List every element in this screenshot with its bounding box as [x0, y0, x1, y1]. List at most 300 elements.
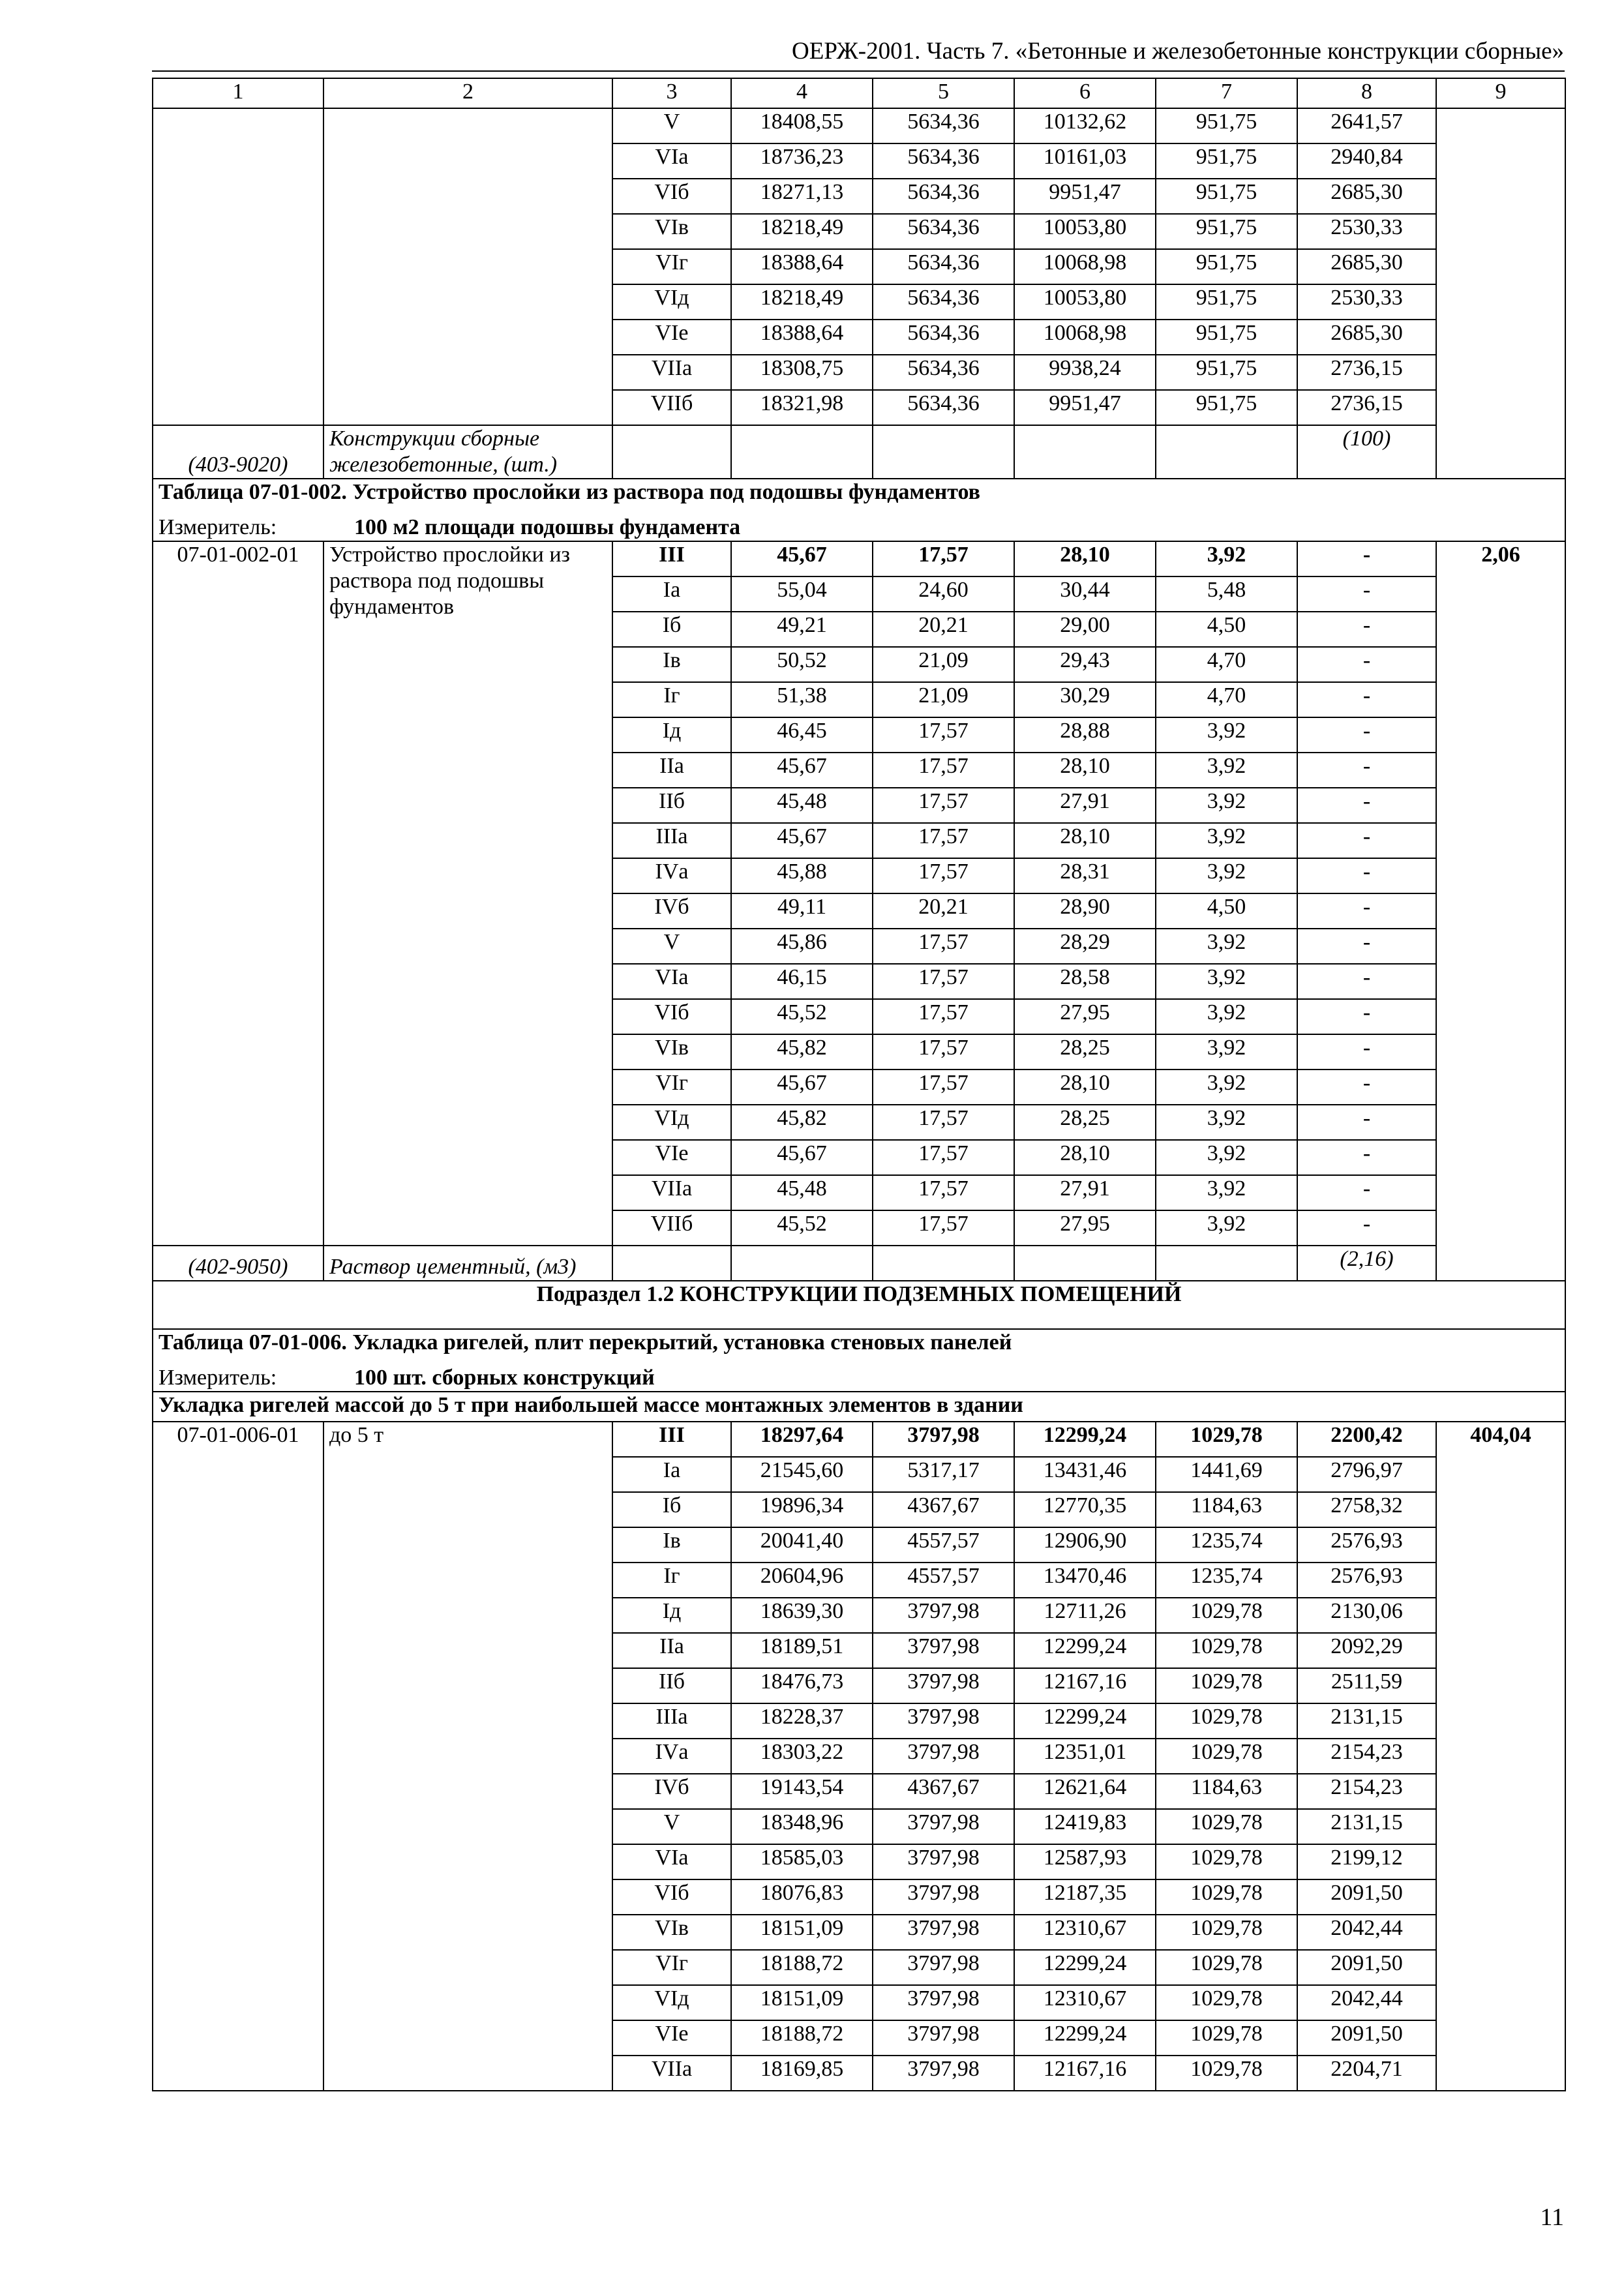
col-number: 9 — [1436, 78, 1565, 108]
zone-cell: VIIа — [612, 1175, 731, 1210]
value-cell-c8: - — [1297, 541, 1436, 576]
value-cell-c5: 4557,57 — [873, 1527, 1014, 1563]
value-cell-c5: 5634,36 — [873, 108, 1014, 143]
zone-cell: III — [612, 541, 731, 576]
value-cell-c6: 27,95 — [1014, 1210, 1156, 1246]
empty-cell — [612, 1246, 731, 1281]
value-cell-c8: 2200,42 — [1297, 1422, 1436, 1457]
resource-value: (2,16) — [1297, 1246, 1436, 1281]
value-cell-c7: 951,75 — [1156, 143, 1297, 179]
subsection-title: Подраздел 1.2 КОНСТРУКЦИИ ПОДЗЕМНЫХ ПОМЕЩЕНИЙ — [153, 1281, 1565, 1329]
value-cell-c4: 18189,51 — [731, 1633, 873, 1668]
meter-row-cell — [153, 1365, 1565, 1392]
value-cell-c7: 3,92 — [1156, 858, 1297, 893]
value-cell-c5: 17,57 — [873, 1034, 1014, 1070]
value-cell-c8: - — [1297, 1034, 1436, 1070]
empty-cell — [873, 1246, 1014, 1281]
value-cell-c7: 3,92 — [1156, 964, 1297, 999]
zone-cell: IIб — [612, 788, 731, 823]
value-cell-c5: 17,57 — [873, 788, 1014, 823]
value-cell-c8: - — [1297, 576, 1436, 612]
zone-cell: Iг — [612, 682, 731, 717]
value-cell-c7: 5,48 — [1156, 576, 1297, 612]
value-cell-c5: 3797,98 — [873, 1633, 1014, 1668]
rate-code: 07-01-006-01 — [153, 1422, 323, 2091]
value-cell-c7: 1029,78 — [1156, 1739, 1297, 1774]
value-cell-c8: 2199,12 — [1297, 1844, 1436, 1879]
value-cell-c4: 45,52 — [731, 999, 873, 1034]
value-cell-c8: - — [1297, 929, 1436, 964]
value-cell-c7: 1441,69 — [1156, 1457, 1297, 1492]
value-cell-c8: 2092,29 — [1297, 1633, 1436, 1668]
zone-cell: IVб — [612, 1774, 731, 1809]
value-cell-c6: 27,91 — [1014, 1175, 1156, 1210]
value-cell-c7: 951,75 — [1156, 284, 1297, 320]
value-cell-c6: 12310,67 — [1014, 1985, 1156, 2020]
value-cell-c6: 28,29 — [1014, 929, 1156, 964]
zone-cell: Iа — [612, 1457, 731, 1492]
value-cell-c5: 3797,98 — [873, 2020, 1014, 2056]
value-cell-c6: 12299,24 — [1014, 1633, 1156, 1668]
value-cell-c6: 12299,24 — [1014, 1422, 1156, 1457]
page-number: 11 — [1540, 2204, 1564, 2231]
value-cell-c7: 4,70 — [1156, 682, 1297, 717]
value-cell-c6: 12419,83 — [1014, 1809, 1156, 1844]
value-cell-c8: - — [1297, 1070, 1436, 1105]
value-cell-c8: 2796,97 — [1297, 1457, 1436, 1492]
value-cell-c8: 2641,57 — [1297, 108, 1436, 143]
meter-value: 100 шт. сборных конструкций — [354, 1366, 655, 1390]
value-cell-c5: 4367,67 — [873, 1492, 1014, 1527]
value-cell-c5: 17,57 — [873, 1070, 1014, 1105]
rate-name: до 5 т — [323, 1422, 612, 2091]
value-cell-c5: 3797,98 — [873, 1598, 1014, 1633]
value-cell-c6: 28,25 — [1014, 1105, 1156, 1140]
zone-cell: IIа — [612, 1633, 731, 1668]
value-cell-c4: 20604,96 — [731, 1563, 873, 1598]
value-cell-c5: 3797,98 — [873, 1844, 1014, 1879]
resource-name: Конструкции сборные железобетонные, (шт.) — [323, 425, 612, 479]
value-cell-c4: 19143,54 — [731, 1774, 873, 1809]
value-cell-c8: 2511,59 — [1297, 1668, 1436, 1703]
zone-cell: Iа — [612, 576, 731, 612]
value-cell-c7: 1029,78 — [1156, 1915, 1297, 1950]
table-row — [153, 108, 1565, 143]
value-cell-c7: 1029,78 — [1156, 1985, 1297, 2020]
value-cell-c4: 45,86 — [731, 929, 873, 964]
zone-cell: VIе — [612, 2020, 731, 2056]
value-cell-c7: 3,92 — [1156, 1210, 1297, 1246]
col9-cell: 404,04 — [1436, 1422, 1565, 2091]
value-cell-c8: - — [1297, 1105, 1436, 1140]
rate-code — [153, 108, 323, 425]
value-cell-c4: 18151,09 — [731, 1985, 873, 2020]
zone-cell: Iг — [612, 1563, 731, 1598]
value-cell-c7: 3,92 — [1156, 1105, 1297, 1140]
value-cell-c6: 13470,46 — [1014, 1563, 1156, 1598]
value-cell-c4: 18188,72 — [731, 1950, 873, 1985]
value-cell-c7: 1029,78 — [1156, 1668, 1297, 1703]
value-cell-c4: 18228,37 — [731, 1703, 873, 1739]
value-cell-c6: 10161,03 — [1014, 143, 1156, 179]
value-cell-c4: 18476,73 — [731, 1668, 873, 1703]
zone-cell: IIа — [612, 753, 731, 788]
rate-name — [323, 108, 612, 425]
value-cell-c8: 2042,44 — [1297, 1915, 1436, 1950]
value-cell-c5: 17,57 — [873, 753, 1014, 788]
value-cell-c5: 20,21 — [873, 612, 1014, 647]
column-number-row — [153, 78, 1565, 108]
zone-cell: VIIа — [612, 2056, 731, 2091]
value-cell-c4: 18348,96 — [731, 1809, 873, 1844]
value-cell-c7: 1029,78 — [1156, 2056, 1297, 2091]
table-body — [153, 78, 1565, 2091]
value-cell-c4: 18271,13 — [731, 179, 873, 214]
value-cell-c7: 3,92 — [1156, 788, 1297, 823]
value-cell-c5: 17,57 — [873, 1140, 1014, 1175]
col-number: 6 — [1014, 78, 1156, 108]
zone-cell: VIг — [612, 249, 731, 284]
value-cell-c6: 28,31 — [1014, 858, 1156, 893]
value-cell-c5: 3797,98 — [873, 2056, 1014, 2091]
value-cell-c5: 5634,36 — [873, 284, 1014, 320]
value-cell-c8: - — [1297, 788, 1436, 823]
value-cell-c6: 29,00 — [1014, 612, 1156, 647]
value-cell-c6: 10053,80 — [1014, 214, 1156, 249]
value-cell-c4: 18169,85 — [731, 2056, 873, 2091]
value-cell-c4: 46,45 — [731, 717, 873, 753]
value-cell-c6: 12621,64 — [1014, 1774, 1156, 1809]
value-cell-c8: 2204,71 — [1297, 2056, 1436, 2091]
value-cell-c4: 46,15 — [731, 964, 873, 999]
value-cell-c6: 28,10 — [1014, 753, 1156, 788]
zone-cell: VIд — [612, 1105, 731, 1140]
value-cell-c8: - — [1297, 893, 1436, 929]
value-cell-c4: 18151,09 — [731, 1915, 873, 1950]
zone-cell: Iб — [612, 1492, 731, 1527]
value-cell-c7: 4,70 — [1156, 647, 1297, 682]
value-cell-c6: 10132,62 — [1014, 108, 1156, 143]
value-cell-c6: 12587,93 — [1014, 1844, 1156, 1879]
value-cell-c8: - — [1297, 717, 1436, 753]
empty-cell — [873, 425, 1014, 479]
value-cell-c4: 45,82 — [731, 1105, 873, 1140]
zone-cell: VIе — [612, 1140, 731, 1175]
value-cell-c4: 18303,22 — [731, 1739, 873, 1774]
value-cell-c5: 17,57 — [873, 1210, 1014, 1246]
value-cell-c8: - — [1297, 964, 1436, 999]
table-row — [153, 541, 1565, 576]
value-cell-c6: 12299,24 — [1014, 1950, 1156, 1985]
value-cell-c6: 12167,16 — [1014, 2056, 1156, 2091]
value-cell-c6: 30,44 — [1014, 576, 1156, 612]
value-cell-c6: 9951,47 — [1014, 390, 1156, 425]
zone-cell: Iд — [612, 717, 731, 753]
value-cell-c4: 51,38 — [731, 682, 873, 717]
value-cell-c4: 18188,72 — [731, 2020, 873, 2056]
value-cell-c7: 3,92 — [1156, 1034, 1297, 1070]
value-cell-c4: 50,52 — [731, 647, 873, 682]
value-cell-c7: 1184,63 — [1156, 1492, 1297, 1527]
value-cell-c7: 4,50 — [1156, 893, 1297, 929]
zone-cell: VIе — [612, 320, 731, 355]
meter-row — [153, 1365, 1565, 1392]
value-cell-c8: 2758,32 — [1297, 1492, 1436, 1527]
rates-table — [152, 78, 1566, 2091]
value-cell-c7: 1029,78 — [1156, 1633, 1297, 1668]
value-cell-c6: 12299,24 — [1014, 1703, 1156, 1739]
table-title-07-01-006 — [153, 1329, 1565, 1365]
zone-cell: IIIа — [612, 823, 731, 858]
value-cell-c8: 2091,50 — [1297, 1950, 1436, 1985]
value-cell-c5: 21,09 — [873, 647, 1014, 682]
value-cell-c4: 45,67 — [731, 1140, 873, 1175]
value-cell-c6: 12906,90 — [1014, 1527, 1156, 1563]
zone-cell: IVа — [612, 1739, 731, 1774]
value-cell-c8: 2154,23 — [1297, 1774, 1436, 1809]
value-cell-c7: 3,92 — [1156, 541, 1297, 576]
value-cell-c7: 3,92 — [1156, 999, 1297, 1034]
zone-cell: VIа — [612, 964, 731, 999]
value-cell-c6: 9951,47 — [1014, 179, 1156, 214]
value-cell-c7: 1029,78 — [1156, 1950, 1297, 1985]
value-cell-c4: 45,48 — [731, 1175, 873, 1210]
value-cell-c7: 951,75 — [1156, 249, 1297, 284]
value-cell-c6: 28,10 — [1014, 1140, 1156, 1175]
note-row — [153, 1392, 1565, 1422]
value-cell-c6: 12167,16 — [1014, 1668, 1156, 1703]
value-cell-c5: 4367,67 — [873, 1774, 1014, 1809]
value-cell-c5: 5634,36 — [873, 390, 1014, 425]
zone-cell: VIг — [612, 1950, 731, 1985]
zone-cell: VIг — [612, 1070, 731, 1105]
value-cell-c4: 18388,64 — [731, 320, 873, 355]
value-cell-c4: 45,67 — [731, 1070, 873, 1105]
value-cell-c5: 17,57 — [873, 1175, 1014, 1210]
value-cell-c4: 55,04 — [731, 576, 873, 612]
value-cell-c5: 5634,36 — [873, 214, 1014, 249]
zone-cell: Iв — [612, 1527, 731, 1563]
resource-code: (402-9050) — [153, 1246, 323, 1281]
value-cell-c5: 3797,98 — [873, 1915, 1014, 1950]
value-cell-c7: 1029,78 — [1156, 1598, 1297, 1633]
resource-name: Раствор цементный, (м3) — [323, 1246, 612, 1281]
value-cell-c5: 3797,98 — [873, 1809, 1014, 1844]
zone-cell: IIIа — [612, 1703, 731, 1739]
col-number: 4 — [731, 78, 873, 108]
meter-label: Измеритель: — [158, 1366, 277, 1390]
value-cell-c8: 2131,15 — [1297, 1703, 1436, 1739]
table-row — [153, 1422, 1565, 1457]
value-cell-c7: 1029,78 — [1156, 1809, 1297, 1844]
col-number: 1 — [153, 78, 323, 108]
value-cell-c7: 1029,78 — [1156, 1422, 1297, 1457]
page-header-title: ОЕРЖ-2001. Часть 7. «Бетонные и железобетонные конструкции сборные» — [792, 38, 1564, 65]
value-cell-c8: 2091,50 — [1297, 2020, 1436, 2056]
empty-cell — [1014, 1246, 1156, 1281]
value-cell-c8: - — [1297, 1210, 1436, 1246]
value-cell-c6: 12187,35 — [1014, 1879, 1156, 1915]
value-cell-c8: - — [1297, 647, 1436, 682]
value-cell-c7: 4,50 — [1156, 612, 1297, 647]
value-cell-c8: 2154,23 — [1297, 1739, 1436, 1774]
value-cell-c8: - — [1297, 858, 1436, 893]
col-number: 3 — [612, 78, 731, 108]
subsection-row — [153, 1281, 1565, 1329]
value-cell-c7: 951,75 — [1156, 214, 1297, 249]
value-cell-c6: 12310,67 — [1014, 1915, 1156, 1950]
col9-cell — [1436, 108, 1565, 479]
value-cell-c7: 1029,78 — [1156, 1844, 1297, 1879]
zone-cell: VIв — [612, 214, 731, 249]
value-cell-c7: 1235,74 — [1156, 1527, 1297, 1563]
value-cell-c6: 28,10 — [1014, 1070, 1156, 1105]
empty-cell — [1156, 425, 1297, 479]
value-cell-c5: 17,57 — [873, 999, 1014, 1034]
value-cell-c4: 18585,03 — [731, 1844, 873, 1879]
zone-cell: Iб — [612, 612, 731, 647]
value-cell-c5: 5634,36 — [873, 320, 1014, 355]
value-cell-c7: 951,75 — [1156, 320, 1297, 355]
value-cell-c4: 45,67 — [731, 753, 873, 788]
value-cell-c7: 951,75 — [1156, 179, 1297, 214]
meter-value: 100 м2 площади подошвы фундамента — [354, 515, 741, 539]
col-number: 2 — [323, 78, 612, 108]
value-cell-c5: 5634,36 — [873, 143, 1014, 179]
value-cell-c8: - — [1297, 612, 1436, 647]
zone-cell: VIб — [612, 1879, 731, 1915]
value-cell-c5: 5634,36 — [873, 179, 1014, 214]
value-cell-c7: 3,92 — [1156, 753, 1297, 788]
value-cell-c4: 18218,49 — [731, 214, 873, 249]
empty-cell — [612, 425, 731, 479]
value-cell-c5: 3797,98 — [873, 1422, 1014, 1457]
value-cell-c4: 18321,98 — [731, 390, 873, 425]
value-cell-c6: 13431,46 — [1014, 1457, 1156, 1492]
value-cell-c8: 2685,30 — [1297, 249, 1436, 284]
value-cell-c8: 2685,30 — [1297, 320, 1436, 355]
value-cell-c8: 2530,33 — [1297, 214, 1436, 249]
zone-cell: VIд — [612, 1985, 731, 2020]
zone-cell: VIIб — [612, 1210, 731, 1246]
value-cell-c8: 2091,50 — [1297, 1879, 1436, 1915]
value-cell-c7: 3,92 — [1156, 823, 1297, 858]
value-cell-c5: 17,57 — [873, 1105, 1014, 1140]
zone-cell: IVб — [612, 893, 731, 929]
rate-code: 07-01-002-01 — [153, 541, 323, 1246]
value-cell-c8: 2736,15 — [1297, 390, 1436, 425]
value-cell-c6: 30,29 — [1014, 682, 1156, 717]
value-cell-c7: 951,75 — [1156, 108, 1297, 143]
zone-cell: III — [612, 1422, 731, 1457]
value-cell-c4: 49,21 — [731, 612, 873, 647]
value-cell-c4: 18639,30 — [731, 1598, 873, 1633]
value-cell-c8: 2940,84 — [1297, 143, 1436, 179]
col-number: 7 — [1156, 78, 1297, 108]
zone-cell: VIб — [612, 179, 731, 214]
value-cell-c6: 27,91 — [1014, 788, 1156, 823]
resource-code: (403-9020) — [153, 425, 323, 479]
value-cell-c4: 21545,60 — [731, 1457, 873, 1492]
value-cell-c5: 17,57 — [873, 964, 1014, 999]
header-rule — [152, 70, 1565, 72]
note-text: Укладка ригелей массой до 5 т при наибольшей массе монтажных элементов в здании — [153, 1392, 1565, 1422]
value-cell-c5: 24,60 — [873, 576, 1014, 612]
value-cell-c7: 1184,63 — [1156, 1774, 1297, 1809]
value-cell-c5: 17,57 — [873, 929, 1014, 964]
value-cell-c4: 18297,64 — [731, 1422, 873, 1457]
value-cell-c5: 17,57 — [873, 717, 1014, 753]
zone-cell: VIа — [612, 1844, 731, 1879]
value-cell-c4: 45,82 — [731, 1034, 873, 1070]
value-cell-c5: 21,09 — [873, 682, 1014, 717]
value-cell-c4: 45,48 — [731, 788, 873, 823]
value-cell-c4: 49,11 — [731, 893, 873, 929]
value-cell-c5: 17,57 — [873, 823, 1014, 858]
table-title-07-01-006-text: Таблица 07-01-006. Укладка ригелей, плит перекрытий, установка стеновых панелей — [153, 1329, 1565, 1365]
value-cell-c6: 12351,01 — [1014, 1739, 1156, 1774]
value-cell-c6: 10068,98 — [1014, 249, 1156, 284]
empty-cell — [1014, 425, 1156, 479]
value-cell-c6: 10068,98 — [1014, 320, 1156, 355]
col-number: 5 — [873, 78, 1014, 108]
value-cell-c5: 3797,98 — [873, 1879, 1014, 1915]
meter-row — [153, 515, 1565, 541]
value-cell-c8: 2685,30 — [1297, 179, 1436, 214]
zone-cell: Iв — [612, 647, 731, 682]
zone-cell: VIв — [612, 1034, 731, 1070]
value-cell-c7: 3,92 — [1156, 1140, 1297, 1175]
value-cell-c4: 18308,75 — [731, 355, 873, 390]
value-cell-c4: 18218,49 — [731, 284, 873, 320]
value-cell-c7: 1235,74 — [1156, 1563, 1297, 1598]
value-cell-c6: 28,90 — [1014, 893, 1156, 929]
value-cell-c4: 19896,34 — [731, 1492, 873, 1527]
table-title-07-01-002-text: Таблица 07-01-002. Устройство прослойки из раствора под подошвы фундаментов — [153, 479, 1565, 515]
value-cell-c4: 18388,64 — [731, 249, 873, 284]
value-cell-c6: 27,95 — [1014, 999, 1156, 1034]
value-cell-c6: 29,43 — [1014, 647, 1156, 682]
value-cell-c7: 1029,78 — [1156, 1879, 1297, 1915]
value-cell-c7: 3,92 — [1156, 929, 1297, 964]
value-cell-c5: 17,57 — [873, 858, 1014, 893]
zone-cell: VIIа — [612, 355, 731, 390]
value-cell-c5: 3797,98 — [873, 1950, 1014, 1985]
value-cell-c8: 2131,15 — [1297, 1809, 1436, 1844]
zone-cell: VIб — [612, 999, 731, 1034]
value-cell-c5: 3797,98 — [873, 1668, 1014, 1703]
value-cell-c7: 951,75 — [1156, 390, 1297, 425]
zone-cell: V — [612, 108, 731, 143]
value-cell-c4: 45,52 — [731, 1210, 873, 1246]
zone-cell: IIб — [612, 1668, 731, 1703]
value-cell-c7: 3,92 — [1156, 717, 1297, 753]
value-cell-c6: 28,58 — [1014, 964, 1156, 999]
value-cell-c8: 2576,93 — [1297, 1527, 1436, 1563]
value-cell-c6: 28,25 — [1014, 1034, 1156, 1070]
zone-cell: VIа — [612, 143, 731, 179]
value-cell-c5: 3797,98 — [873, 1739, 1014, 1774]
col-number: 8 — [1297, 78, 1436, 108]
value-cell-c7: 1029,78 — [1156, 1703, 1297, 1739]
zone-cell: V — [612, 929, 731, 964]
resource-row — [153, 1246, 1565, 1281]
value-cell-c4: 45,67 — [731, 541, 873, 576]
table-title-07-01-002 — [153, 479, 1565, 515]
empty-cell — [731, 1246, 873, 1281]
value-cell-c6: 9938,24 — [1014, 355, 1156, 390]
value-cell-c8: - — [1297, 823, 1436, 858]
